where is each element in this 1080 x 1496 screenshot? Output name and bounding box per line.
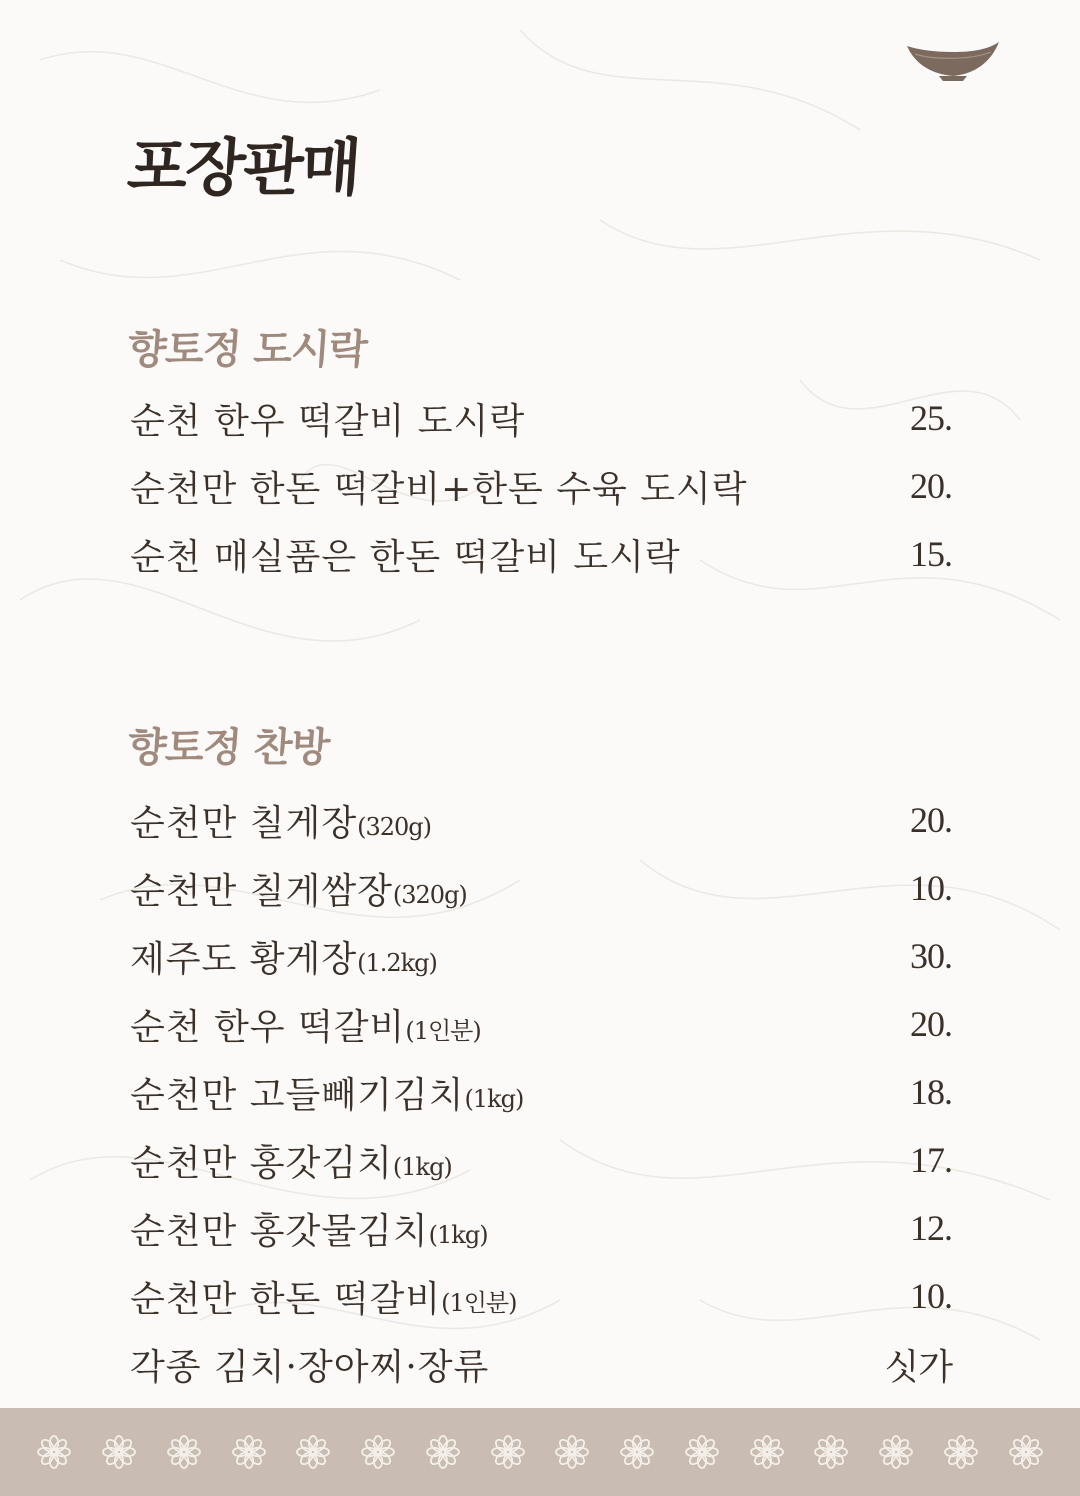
item-price: 싯가 [884,1346,952,1387]
item-name: 제주도 황게장(1.2kg) [130,938,437,980]
flower-icon [101,1434,137,1470]
menu-item [130,786,952,854]
dosirak-menu-list [130,384,952,588]
section-title-chanbang: 향토정 찬방 [126,724,331,771]
flower-icon [425,1434,461,1470]
item-price: 15. [910,534,952,574]
section-title-dosirak: 향토정 도시락 [126,326,369,373]
item-note: (320g) [357,812,432,841]
item-name: 순천만 홍갓물김치(1kg) [130,1210,488,1252]
item-price: 25. [910,398,952,438]
flower-icon [295,1434,331,1470]
flower-icon [943,1434,979,1470]
menu-item [130,520,952,588]
flower-icon [749,1434,785,1470]
menu-item [130,384,952,452]
item-name: 순천만 한돈 떡갈비+한돈 수육 도시락 [130,468,748,510]
menu-item [130,1126,952,1194]
item-note: (1인분) [405,1016,481,1045]
flower-icon [684,1434,720,1470]
item-name: 순천 한우 떡갈비(1인분) [130,1006,481,1048]
item-price: 12. [910,1208,952,1248]
flower-icon [166,1434,202,1470]
flower-icon [554,1434,590,1470]
item-price: 10. [910,1276,952,1316]
flower-icon [1008,1434,1044,1470]
menu-item [130,854,952,922]
flower-icon [878,1434,914,1470]
item-price: 20. [910,800,952,840]
item-price: 10. [910,868,952,908]
menu-item [130,1194,952,1262]
footer-pattern-band [0,1408,1080,1496]
item-price: 18. [910,1072,952,1112]
item-name: 순천만 칠게쌈장(320g) [130,870,467,912]
menu-item [130,1058,952,1126]
item-price: 17. [910,1140,952,1180]
item-name: 순천만 칠게장(320g) [130,802,432,844]
item-note: (1kg) [464,1084,524,1113]
item-name: 순천만 고들빼기김치(1kg) [130,1074,524,1116]
item-name: 순천만 홍갓김치(1kg) [130,1142,452,1184]
chanbang-menu-list [130,786,952,1398]
flower-icon [231,1434,267,1470]
flower-icon [619,1434,655,1470]
menu-item [130,452,952,520]
menu-item [130,1262,952,1330]
menu-item [130,922,952,990]
menu-item [130,1330,952,1398]
bowl-icon [905,40,1001,82]
item-name: 각종 김치·장아찌·장류 [130,1346,490,1388]
item-note: (1.2kg) [357,948,437,977]
item-note: (1인분) [441,1288,517,1317]
flower-icon [360,1434,396,1470]
item-price: 30. [910,936,952,976]
item-note: (1kg) [392,1152,452,1181]
item-price: 20. [910,1004,952,1044]
item-name: 순천 한우 떡갈비 도시락 [130,400,526,442]
page-title: 포장판매 [125,131,362,204]
item-name: 순천만 한돈 떡갈비(1인분) [130,1278,517,1320]
flower-icon [490,1434,526,1470]
item-note: (1kg) [428,1220,488,1249]
item-note: (320g) [392,880,467,909]
flower-icon [36,1434,72,1470]
menu-item [130,990,952,1058]
item-price: 20. [910,466,952,506]
flower-icon [813,1434,849,1470]
item-name: 순천 매실품은 한돈 떡갈비 도시락 [130,536,681,578]
